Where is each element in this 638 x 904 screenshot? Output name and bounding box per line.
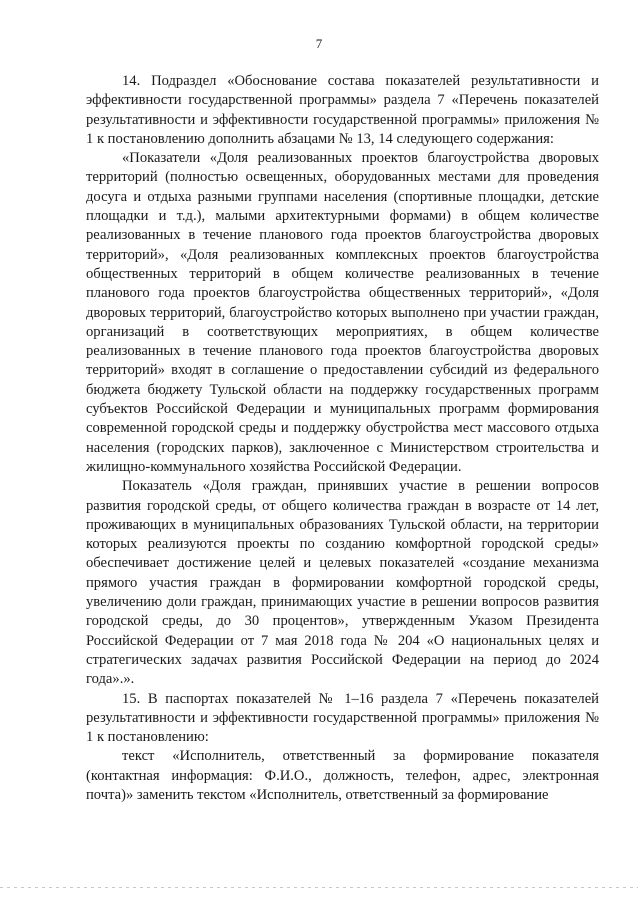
paragraph-indicators-quote: «Показатели «Доля реализованных проектов благоустройства дворовых территорий (полностью освещенных, оборудованных местами для проведения досуга и отдыха разными группами населения (спортивные площадки, детские площадки и т.д.), малыми архитектурными формами) в общем количестве реализованных в течение планового года проектов благоустройства дворовых территорий», «Доля реализованных комплексных проектов благоустройства общественных территорий в общем количестве реализованных в течение планового года проектов благоустройства общественных территорий», «Доля дворовых территорий, благоустройство которых выполнено при участии граждан, организаций в соответствующих мероприятиях, в общем количестве реализованных в течение планового года проектов благоустройства дворовых территорий» входят в соглашение о предоставлении субсидий из федерального бюджета бюджету Тульской области на поддержку государственных программ субъектов Российской Федерации и муниципальных программ формирования современной городской среды и поддержку обустройства мест массового отдыха населения (городских парков), заключенное с Министерством строительства и жилищно-коммунального хозяйства Российской Федерации. xyxy=(86,150,599,475)
paragraph-14: 14. Подраздел «Обоснование состава показателей результативности и эффективности государственной программы» раздела 7 «Перечень показателей результативности и эффективности государственной программы» приложения № 1 к постановлению дополнить абзацами № 13, 14 следующего содержания: xyxy=(86,73,599,147)
paragraph-text-replace: текст «Исполнитель, ответственный за формирование показателя (контактная информация: Ф.И.О., должность, телефон, адрес, электронная почта)» заменить текстом «Исполнитель, ответственный за формирование xyxy=(86,748,599,803)
scan-edge-line xyxy=(0,887,638,888)
paragraph-citizens-share: Показатель «Доля граждан, принявших участие в решении вопросов развития городской среды, от общего количества граждан в возрасте от 14 лет, проживающих в муниципальных образованиях Тульской области, на территории которых реализуются проекты по созданию комфортной городской среды» обеспечивает достижение целей и целевых показателей «создание механизма прямого участия граждан в формировании комфортной городской среды, увеличению доли граждан, принимающих участие в решении вопросов развития городской среды, до 30 процентов», утвержденным Указом Президента Российской Федерации от 7 мая 2018 года № 204 «О национальных целях и стратегических задачах развития Российской Федерации на период до 2024 года».». xyxy=(86,478,599,688)
document-body xyxy=(86,72,599,805)
paragraph-15: 15. В паспортах показателей № 1–16 раздела 7 «Перечень показателей результативности и эффективности государственной программы» приложения № 1 к постановлению: xyxy=(86,690,599,746)
page-number: 7 xyxy=(315,36,323,51)
